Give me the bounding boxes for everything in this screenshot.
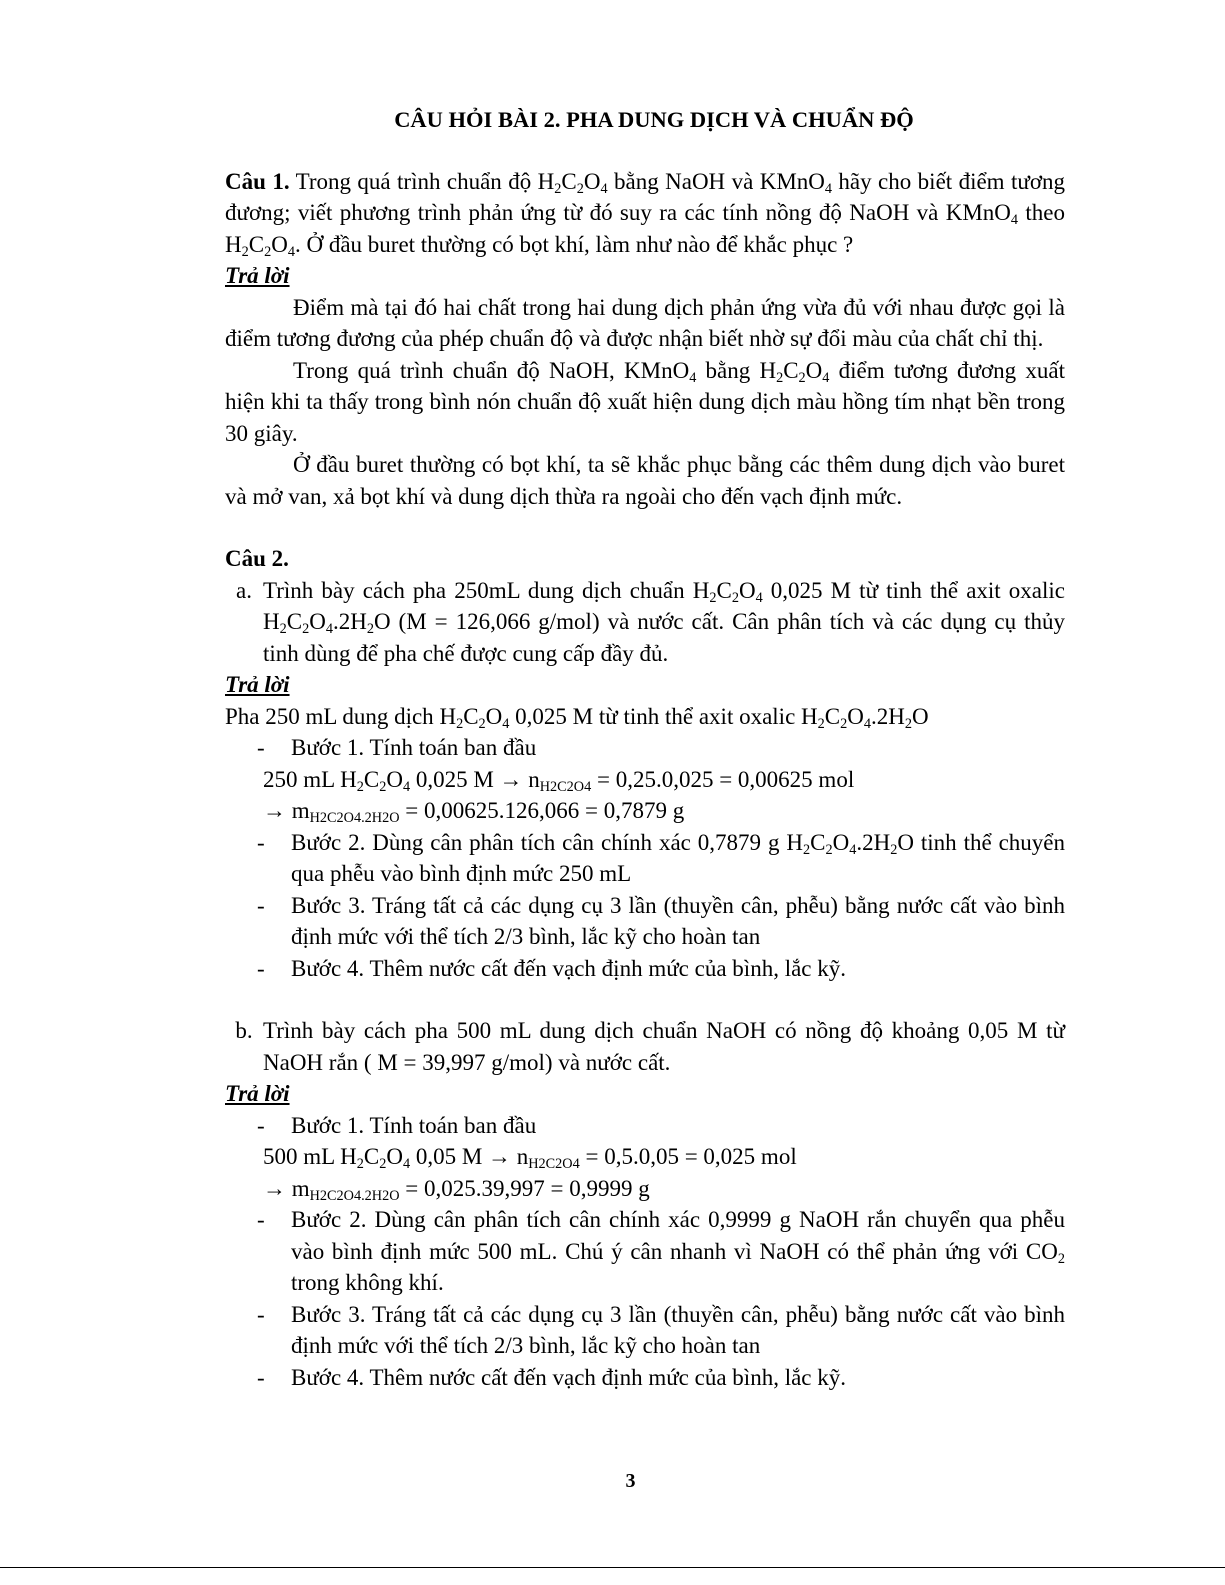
formula-h2c2o4: $H_2C_2O_4$ [340,766,411,795]
question-2-label: Câu 2. [225,546,289,571]
document-page [225,104,1065,1393]
answer-2a-step-1: - Bước 1. Tính toán ban đầu [225,732,1065,764]
bullet-dash: - [257,829,265,855]
page-number: 3 [625,1470,636,1492]
formula-h2c2o4: $H_2C_2O_4$ [439,703,510,732]
formula-h2c2o4: $H_2C_2O_4$ [692,577,763,606]
formula-h2c2o4-dihydrate: $H_2C_2O_4.2H_2O$ [786,829,914,858]
formula-h2c2o4-dihydrate: $H_2C_2O_4.2H_2O$ [263,609,391,637]
question-2a-text: Trình bày cách pha 250mL dung dịch chuẩn $H_2C_2O_4$ 0,025 M từ tinh thể axit oxalic $H_2C_2O_4.2H_2O$ (M = 126,066 g/mol) và nước cất. Cân phân tích và các dụng cụ thủy tinh dùng để pha chế được cung cấp đầy đủ. [263,577,1065,666]
bottom-rule [0,1567,1225,1568]
question-1: Câu 1. Trong quá trình chuẩn độ $H_2C_2O_4$ bằng NaOH và KMnO$_4$ hãy cho biết điểm tương đương; viết phương trình phản ứng từ đó suy ra các tính nồng độ NaOH và KMnO$_4$ theo $H_2C_2O_4$. Ở đầu buret thường có bọt khí, làm như nào để khắc phục ? [225,168,1065,260]
bullet-dash: - [257,892,265,918]
answer-2a-step-2: - Bước 2. Dùng cân phân tích cân chính xác 0,7879 g $H_2C_2O_4.2H_2O$ tinh thể chuyển qua phễu vào bình định mức 250 mL [225,827,1065,890]
answer-label: Trả lời [225,1081,290,1106]
bullet-dash: - [257,1207,265,1232]
answer-1-paragraph-2: Trong quá trình chuẩn độ NaOH, KMnO$_4$ bằng $H_2C_2O_4$ điểm tương đương xuất hiện khi ta thấy trong bình nón chuẩn độ xuất hiện dung dịch màu hồng tím nhạt bền trong 30 giây. [225,357,1065,446]
bullet-dash: - [257,735,265,760]
question-2b-label: b. [235,1018,253,1043]
answer-2a-step-3: - Bước 3. Tráng tất cả các dụng cụ 3 lần (thuyền cân, phễu) bằng nước cất vào bình định mức với thể tích 2/3 bình, lắc kỹ cho hoàn tan [225,890,1065,953]
bullet-dash: - [257,955,265,981]
answer-2b-step-1: - Bước 1. Tính toán ban đầu [225,1110,1065,1142]
answer-1-paragraph-3: Ở đầu buret thường có bọt khí, ta sẽ khắc phục bằng các thêm dung dịch vào buret và mở van, xả bọt khí và dung dịch thừa ra ngoài cho đến vạch định mức. [225,452,1065,509]
answer-label: Trả lời [225,263,290,288]
answer-1-paragraph-1: Điểm mà tại đó hai chất trong hai dung dịch phản ứng vừa đủ với nhau được gọi là điểm tương đương của phép chuẩn độ và được nhận biết nhờ sự đổi màu của chất chỉ thị. [225,294,1065,351]
formula-h2c2o4: $H_2C_2O_4$ [537,168,608,197]
answer-2b-step-4: - Bước 4. Thêm nước cất đến vạch định mức của bình, lắc kỹ. [225,1362,1065,1394]
answer-2a-intro: Pha 250 mL dung dịch $H_2C_2O_4$ 0,025 M từ tinh thể axit oxalic $H_2C_2O_4.2H_2O$ [225,703,929,732]
answer-label: Trả lời [225,672,290,697]
bullet-dash: - [257,1112,265,1138]
answer-2b-step-2: - Bước 2. Dùng cân phân tích cân chính xác 0,9999 g NaOH rắn chuyển qua phễu vào bình định mức 500 mL. Chú ý cân nhanh vì NaOH có thể phản ứng với $CO_2$ trong không khí. [225,1204,1065,1299]
page-title: CÂU HỎI BÀI 2. PHA DUNG DỊCH VÀ CHUẨN ĐỘ [394,107,914,132]
question-1-label: Câu 1. [225,168,290,194]
question-2a [225,575,1065,670]
question-2a-label: a. [236,577,252,603]
formula-h2c2o4-dihydrate: $H_2C_2O_4.2H_2O$ [801,703,929,732]
answer-2b-calc-1: 500 mL $H_2C_2O_4$ 0,05 $M \to n_{H2C2O4} = 0,5.0,05 = 0,025$ mol [263,1144,797,1172]
formula-h2c2o4: $H_2C_2O_4$ [759,357,830,386]
answer-2b-step-3: - Bước 3. Tráng tất cả các dụng cụ 3 lần (thuyền cân, phễu) bằng nước cất vào bình định mức với thể tích 2/3 bình, lắc kỹ cho hoàn tan [225,1299,1065,1362]
answer-2a-calc-2: → $m_{H2C2O4.2H2O} = 0,00625.126,066 = 0,7879$ g [263,798,685,826]
bullet-dash: - [257,1364,265,1390]
question-2b-text: Trình bày cách pha 500 mL dung dịch chuẩn NaOH có nồng độ khoảng 0,05 M từ NaOH rắn ( M = 39,997 g/mol) và nước cất. [263,1018,1065,1075]
question-2b [225,1015,1065,1078]
answer-2a-calc-1: 250 mL $H_2C_2O_4$ 0,025 $M \to n_{H2C2O4} = 0,25.0,025 = 0,00625$ mol [263,766,855,795]
answer-2a-step-4: - Bước 4. Thêm nước cất đến vạch định mức của bình, lắc kỹ. [225,953,1065,985]
bullet-dash: - [257,1301,265,1327]
formula-h2c2o4: $H_2C_2O_4$ [225,231,295,260]
answer-2b-calc-2: → $m_{H2C2O4.2H2O} = 0,025.39,997 = 0,9999$ g [263,1175,650,1204]
formula-h2c2o4: $H_2C_2O_4$ [340,1144,411,1172]
